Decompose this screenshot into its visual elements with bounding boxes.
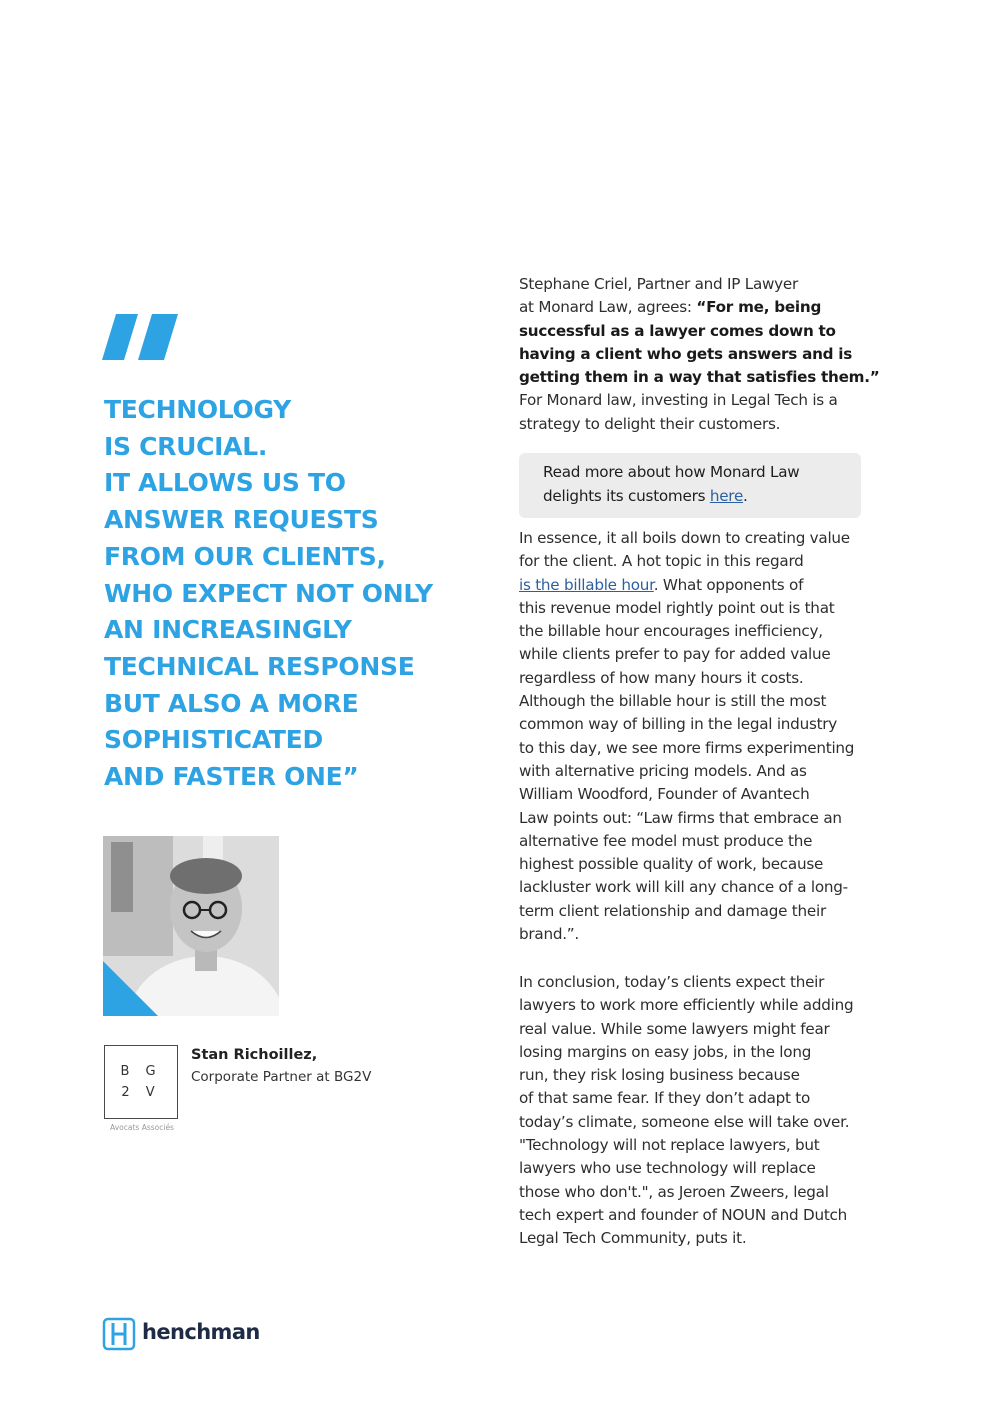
billable-hour-link[interactable]: is the billable hour bbox=[519, 575, 654, 594]
text-line: highest possible quality of work, because bbox=[519, 855, 824, 874]
quote-mark-icon bbox=[102, 314, 182, 362]
text-line: Legal Tech Community, puts it. bbox=[519, 1229, 747, 1248]
text-line: those who don't.", as Jeroen Zweers, legal bbox=[519, 1182, 829, 1201]
henchman-logo-icon bbox=[102, 1317, 136, 1351]
text-line: term client relationship and damage their bbox=[519, 901, 826, 920]
text-line: run, they risk losing business because bbox=[519, 1066, 800, 1085]
text-line: of that same fear. If they don’t adapt to bbox=[519, 1089, 811, 1108]
person-role: Corporate Partner at BG2V bbox=[191, 1069, 372, 1085]
callout-prefix: delights its customers bbox=[543, 486, 710, 505]
portrait-photo bbox=[103, 836, 279, 1016]
text-line: losing margins on easy jobs, in the long bbox=[519, 1042, 812, 1061]
read-more-callout bbox=[519, 453, 861, 518]
text-line bbox=[519, 296, 899, 319]
quote-line: TECHNICAL RESPONSE bbox=[104, 651, 415, 681]
text-line: strategy to delight their customers. bbox=[519, 414, 781, 433]
quote-line: WHO EXPECT NOT ONLY bbox=[104, 578, 433, 608]
quote-line: IT ALLOWS US TO bbox=[104, 468, 346, 498]
text-line: for the client. A hot topic in this regard bbox=[519, 552, 804, 571]
quote-bold: having a client who gets answers and is bbox=[519, 344, 853, 363]
text-line: lackluster work will kill any chance of a long- bbox=[519, 878, 848, 897]
text-line: this revenue model rightly point out is that bbox=[519, 598, 835, 617]
here-link[interactable]: here bbox=[709, 486, 744, 505]
text-line bbox=[519, 574, 899, 597]
callout-line: Read more about how Monard Law bbox=[543, 463, 800, 481]
bg2v-logo bbox=[104, 1045, 178, 1119]
text-line: lawyers to work more efficiently while adding bbox=[519, 996, 854, 1015]
logo-subtitle: Avocats Associés bbox=[110, 1123, 174, 1132]
text-line bbox=[519, 366, 899, 389]
quote-line: AND FASTER ONE” bbox=[104, 762, 359, 792]
text-line: with alternative pricing models. And as bbox=[519, 761, 807, 780]
text-line: In essence, it all boils down to creating value bbox=[519, 529, 850, 547]
quote-line: ANSWER REQUESTS bbox=[104, 505, 379, 535]
text-line: "Technology will not replace lawyers, but bbox=[519, 1136, 820, 1155]
logo-text-bottom: 2 V bbox=[121, 1085, 161, 1100]
text-line: William Woodford, Founder of Avantech bbox=[519, 785, 810, 804]
callout-line bbox=[543, 485, 861, 509]
text-line: brand.”. bbox=[519, 925, 579, 944]
text-line: For Monard law, investing in Legal Tech is a bbox=[519, 391, 838, 410]
text-fragment: at Monard Law, agrees: bbox=[519, 298, 697, 317]
text-line: Although the billable hour is still the most bbox=[519, 692, 827, 711]
text-line: In conclusion, today’s clients expect their bbox=[519, 973, 825, 991]
person-name: Stan Richoillez, bbox=[191, 1047, 318, 1063]
text-line: while clients prefer to pay for added value bbox=[519, 645, 831, 664]
quote-line: BUT ALSO A MORE bbox=[104, 688, 359, 718]
quote-bold: “For me, being bbox=[696, 298, 822, 317]
text-fragment: . What opponents of bbox=[653, 575, 804, 594]
pull-quote bbox=[104, 392, 474, 796]
quote-line: TECHNOLOGY bbox=[104, 395, 291, 424]
quote-line: FROM OUR CLIENTS, bbox=[104, 541, 386, 571]
text-line: to this day, we see more firms experimenting bbox=[519, 738, 855, 757]
quote-bold: getting them in a way that satisfies them.” bbox=[519, 368, 880, 387]
text-line: regardless of how many hours it costs. bbox=[519, 668, 804, 687]
text-line bbox=[519, 343, 899, 366]
quote-line: IS CRUCIAL. bbox=[104, 431, 268, 461]
text-line: alternative fee model must produce the bbox=[519, 831, 813, 850]
text-line: tech expert and founder of NOUN and Dutch bbox=[519, 1205, 848, 1224]
henchman-wordmark: henchman bbox=[142, 1320, 260, 1344]
text-line: common way of billing in the legal industry bbox=[519, 715, 838, 734]
paragraph-conclusion bbox=[519, 971, 899, 1251]
quote-line: SOPHISTICATED bbox=[104, 725, 323, 755]
quote-bold: successful as a lawyer comes down to bbox=[519, 321, 836, 340]
text-line: today’s climate, someone else will take over. bbox=[519, 1112, 850, 1131]
logo-text-top: B G bbox=[120, 1064, 162, 1079]
paragraph-billable-hour bbox=[519, 527, 899, 946]
text-line bbox=[519, 320, 899, 343]
text-line: lawyers who use technology will replace bbox=[519, 1159, 816, 1178]
paragraph-criel bbox=[519, 273, 899, 436]
text-line: real value. While some lawyers might fear bbox=[519, 1019, 830, 1038]
text-line: the billable hour encourages inefficiency, bbox=[519, 622, 823, 641]
text-line: Law points out: “Law firms that embrace an bbox=[519, 808, 842, 827]
text-line: Stephane Criel, Partner and IP Lawyer bbox=[519, 275, 799, 293]
callout-suffix: . bbox=[743, 486, 748, 505]
quote-line: AN INCREASINGLY bbox=[104, 615, 352, 645]
